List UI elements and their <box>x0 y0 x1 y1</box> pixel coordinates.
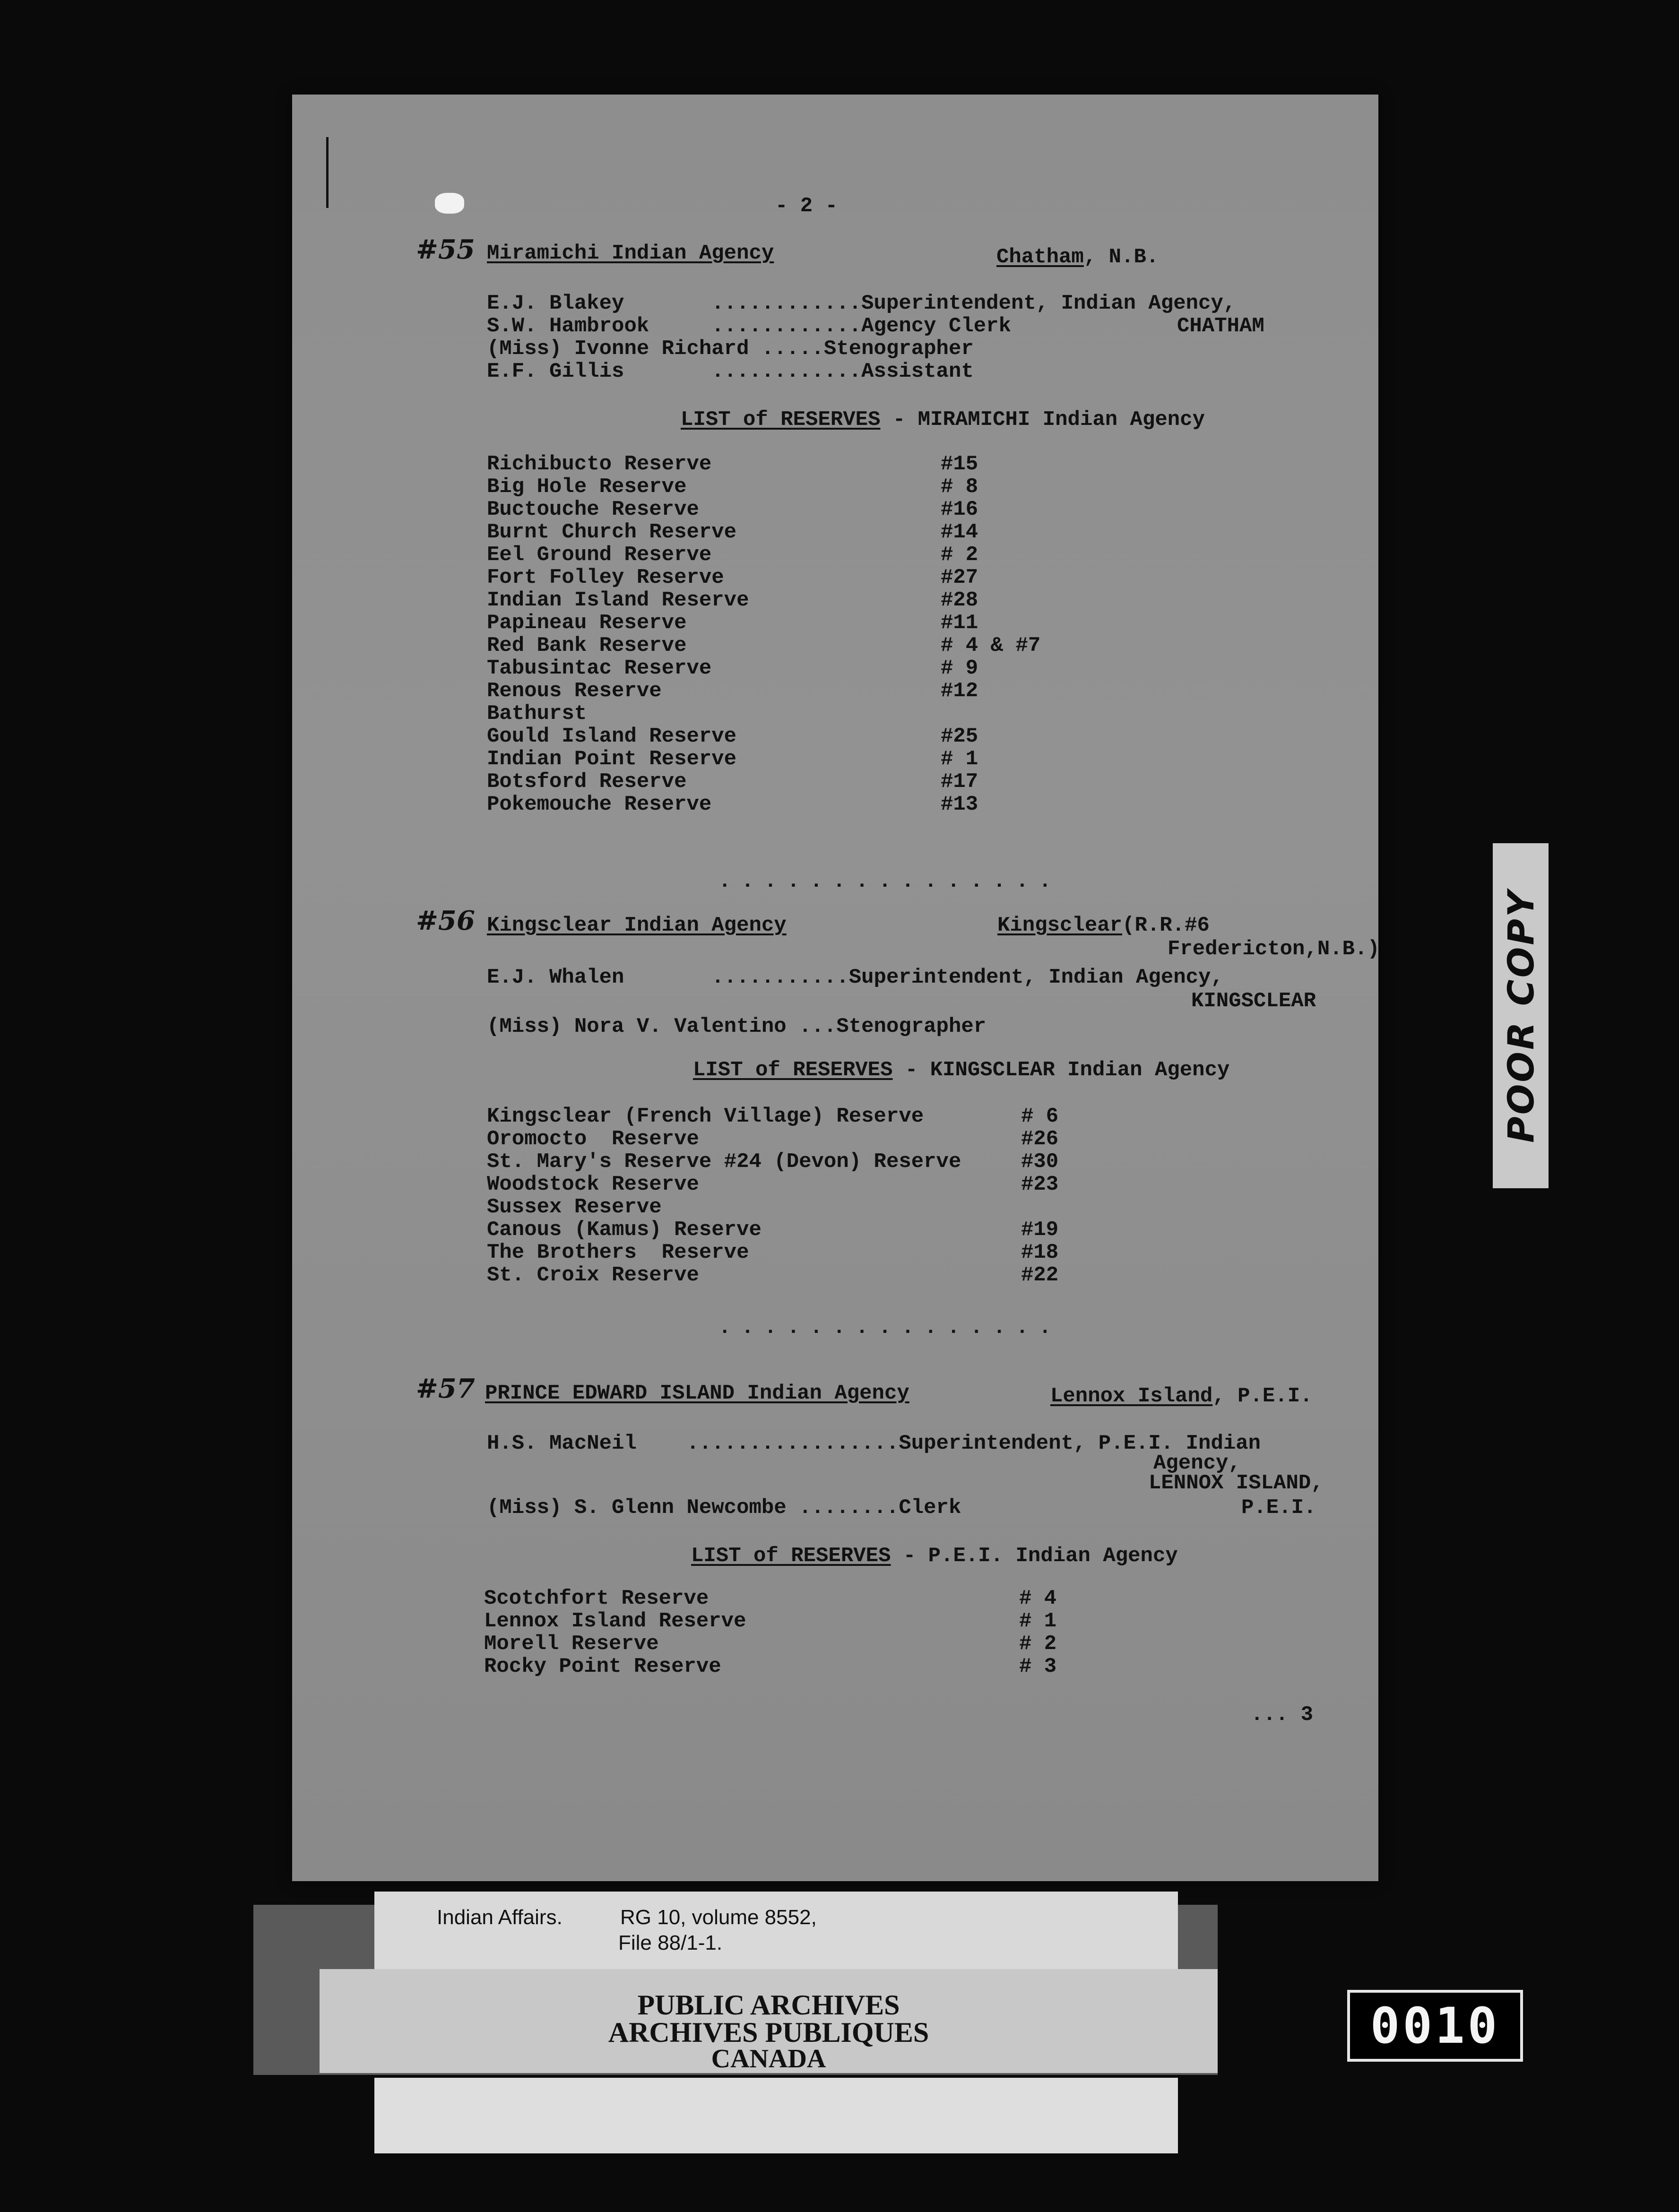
poor-copy-label: POOR COPY <box>1499 889 1542 1143</box>
reserve-name: Richibucto Reserve <box>487 452 712 476</box>
reserve-number: # 4 <box>1019 1587 1057 1610</box>
staff-location: CHATHAM <box>1177 314 1264 338</box>
reserve-number: # 6 <box>1021 1105 1059 1128</box>
reserve-number: #15 <box>941 452 978 476</box>
agency-number-56: #56 <box>416 905 475 936</box>
continued-marker: ... 3 <box>1251 1703 1314 1727</box>
reserve-number: #14 <box>941 520 978 544</box>
reserve-name: Morell Reserve <box>484 1632 659 1656</box>
reserve-name: Oromocto Reserve <box>487 1127 699 1151</box>
staff-location: Agency, <box>1153 1452 1241 1475</box>
reserve-name: St. Croix Reserve <box>487 1263 699 1287</box>
section-separator: ............... <box>718 1316 1062 1339</box>
reserve-name: Woodstock Reserve <box>487 1173 699 1196</box>
reserves-heading: LIST of RESERVES - P.E.I. Indian Agency <box>691 1544 1178 1568</box>
reserve-number: #30 <box>1021 1150 1059 1174</box>
reserve-number: #11 <box>941 611 978 635</box>
edge-mark <box>326 137 329 208</box>
archive-blank-card <box>374 2078 1178 2153</box>
agency-title-kingsclear: Kingsclear Indian Agency <box>487 914 787 937</box>
reserves-heading: LIST of RESERVES - MIRAMICHI Indian Agency <box>681 408 1205 432</box>
reserve-name: Indian Point Reserve <box>487 747 737 771</box>
reserve-number: # 8 <box>941 475 978 499</box>
reserve-number: #13 <box>941 793 978 816</box>
staff-line: E.F. Gillis ............Assistant <box>487 360 974 383</box>
reserve-number: # 3 <box>1019 1655 1057 1678</box>
reserve-name: Tabusintac Reserve <box>487 657 712 680</box>
institution-line3: CANADA <box>711 2044 826 2074</box>
agency-number-55: #55 <box>416 234 475 265</box>
reserve-number: #16 <box>941 498 978 521</box>
reserve-number: # 2 <box>941 543 978 567</box>
staff-location: P.E.I. <box>1241 1496 1316 1520</box>
reserve-name: Botsford Reserve <box>487 770 687 794</box>
reserve-number: #23 <box>1021 1173 1059 1196</box>
reserve-name: Fort Folley Reserve <box>487 566 724 589</box>
reserve-name: Kingsclear (French Village) Reserve <box>487 1105 924 1128</box>
agency-location-fredericton: Fredericton,N.B.) <box>1168 937 1380 961</box>
staff-line: S.W. Hambrook ............Agency Clerk <box>487 314 1011 338</box>
paper-hole-mark <box>435 193 464 214</box>
reserve-name: Big Hole Reserve <box>487 475 687 499</box>
agency-title-pei: PRINCE EDWARD ISLAND Indian Agency <box>485 1382 909 1405</box>
reserve-name: The Brothers Reserve <box>487 1241 749 1264</box>
reserve-name: Buctouche Reserve <box>487 498 699 521</box>
reserve-name: Sussex Reserve <box>487 1195 662 1219</box>
reserve-name: St. Mary's Reserve #24 (Devon) Reserve <box>487 1150 961 1174</box>
reserve-number: #18 <box>1021 1241 1059 1264</box>
staff-line: (Miss) S. Glenn Newcombe ........Clerk <box>487 1496 961 1520</box>
reserve-number: # 9 <box>941 657 978 680</box>
reserve-name: Lennox Island Reserve <box>484 1609 746 1633</box>
reserve-number: # 2 <box>1019 1632 1057 1656</box>
reserve-number: #12 <box>941 679 978 703</box>
reserve-name: Canous (Kamus) Reserve <box>487 1218 762 1242</box>
archive-reference-line2: File 88/1-1. <box>618 1931 723 1954</box>
staff-location: LENNOX ISLAND, <box>1149 1471 1324 1495</box>
reserve-name: Burnt Church Reserve <box>487 520 737 544</box>
staff-location: KINGSCLEAR <box>1191 989 1316 1013</box>
staff-line: H.S. MacNeil .................Superintendent, P.E.I. Indian <box>487 1432 1261 1455</box>
agency-title-miramichi: Miramichi Indian Agency <box>487 242 774 265</box>
archive-reference-line1: RG 10, volume 8552, <box>620 1906 817 1929</box>
archive-institution-card <box>320 1969 1218 2073</box>
reserve-name: Renous Reserve <box>487 679 662 703</box>
agency-number-57: #57 <box>416 1373 475 1404</box>
reserve-number: #22 <box>1021 1263 1059 1287</box>
staff-line: E.J. Whalen ...........Superintendent, Indian Agency, <box>487 966 1223 989</box>
reserve-number: #28 <box>941 588 978 612</box>
institution-line1: PUBLIC ARCHIVES <box>637 1989 900 2021</box>
poor-copy-stamp <box>1493 843 1549 1188</box>
agency-location-chatham: Chatham, N.B. <box>996 245 1159 269</box>
staff-line: (Miss) Nora V. Valentino ...Stenographer <box>487 1015 987 1038</box>
frame-number: 0010 <box>1347 1990 1523 2062</box>
staff-line: (Miss) Ivonne Richard .....Stenographer <box>487 337 974 361</box>
reserve-number: #27 <box>941 566 978 589</box>
reserve-name: Papineau Reserve <box>487 611 687 635</box>
section-separator: ............... <box>718 870 1062 893</box>
reserve-number: # 1 <box>1019 1609 1057 1633</box>
reserve-number: #17 <box>941 770 978 794</box>
staff-line: E.J. Blakey ............Superintendent, Indian Agency, <box>487 292 1236 315</box>
reserve-name: Scotchfort Reserve <box>484 1587 709 1610</box>
reserve-number: # 1 <box>941 747 978 771</box>
reserve-name: Eel Ground Reserve <box>487 543 712 567</box>
reserves-heading: LIST of RESERVES - KINGSCLEAR Indian Agency <box>693 1058 1230 1082</box>
reserve-name: Bathurst <box>487 702 587 726</box>
institution-line2: ARCHIVES PUBLIQUES <box>608 2017 929 2048</box>
reserve-number: #26 <box>1021 1127 1059 1151</box>
reserve-name: Pokemouche Reserve <box>487 793 712 816</box>
agency-location-kingsclear: Kingsclear(R.R.#6 <box>997 914 1210 937</box>
reserve-name: Gould Island Reserve <box>487 725 737 748</box>
agency-location-lennox: Lennox Island, P.E.I. <box>1050 1384 1313 1408</box>
reserve-number: #19 <box>1021 1218 1059 1242</box>
reserve-name: Red Bank Reserve <box>487 634 687 657</box>
page-number: - 2 - <box>775 194 838 218</box>
reserve-number: # 4 & #7 <box>941 634 1041 657</box>
archive-source: Indian Affairs. <box>437 1906 563 1929</box>
reserve-name: Indian Island Reserve <box>487 588 749 612</box>
reserve-number: #25 <box>941 725 978 748</box>
reserve-name: Rocky Point Reserve <box>484 1655 721 1678</box>
